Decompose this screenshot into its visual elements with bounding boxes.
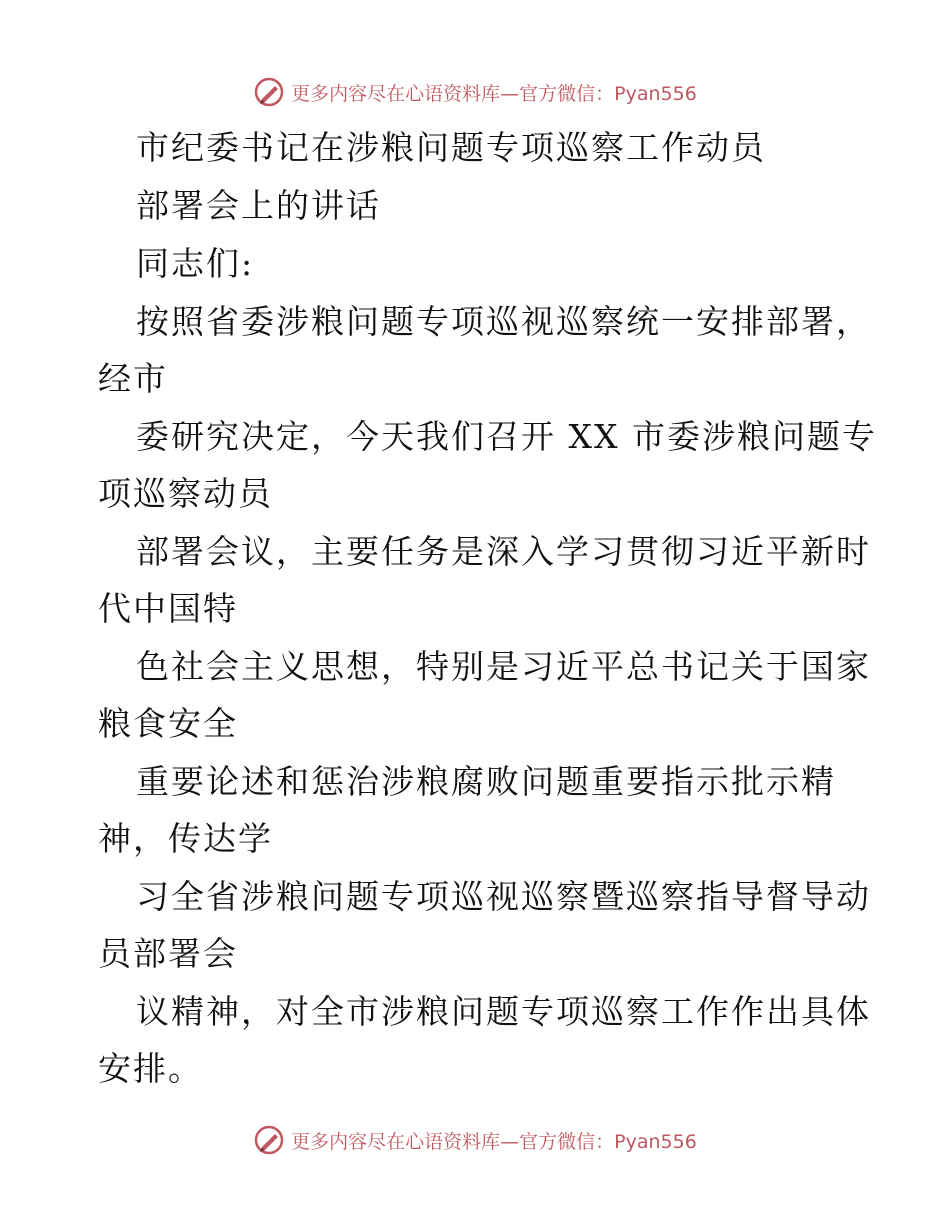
pen-seal-logo-icon [253,1124,285,1156]
paragraph-line: 代中国特 [98,589,238,628]
paragraph-line: 安排。 [98,1049,203,1088]
paragraph-line: 委研究决定，今天我们召开 XX 市委涉粮问题专 [136,417,877,456]
paragraph-line: 议精神，对全市涉粮问题专项巡察工作作出具体 [136,992,871,1031]
paragraph-line: 习全省涉粮问题专项巡视巡察暨巡察指导督导动 [136,877,871,916]
paragraph-line: 重要论述和惩治涉粮腐败问题重要指示批示精 [136,762,836,801]
watermark-text: 更多内容尽在心语资料库—官方微信：Pyan556 [291,82,697,105]
paragraph-line: 按照省委涉粮问题专项巡视巡察统一安排部署， [136,302,871,341]
paragraph-line: 项巡察动员 [98,474,273,513]
watermark-text: 更多内容尽在心语资料库—官方微信：Pyan556 [291,1130,697,1153]
title-line-1: 市纪委书记在涉粮问题专项巡察工作动员 [136,128,766,167]
watermark-banner-bottom [0,1120,950,1160]
paragraph-line: 经市 [98,359,168,398]
watermark-banner-top [0,72,950,112]
paragraph-line: 部署会议，主要任务是深入学习贯彻习近平新时 [136,532,871,571]
title-line-2: 部署会上的讲话 [136,186,381,225]
paragraph-line: 神，传达学 [98,819,273,858]
pen-seal-logo-icon [253,76,285,108]
salutation: 同志们: [136,244,255,283]
paragraph-line: 色社会主义思想，特别是习近平总书记关于国家 [136,647,871,686]
paragraph-line: 粮食安全 [98,704,238,743]
paragraph-line: 员部署会 [98,934,238,973]
